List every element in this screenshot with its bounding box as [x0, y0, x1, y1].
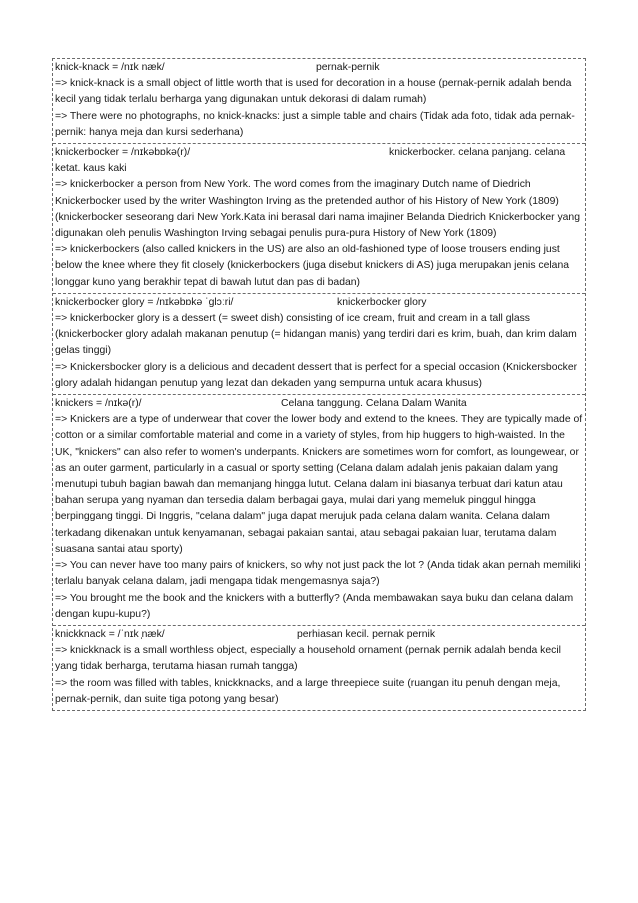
entry-header — [55, 295, 583, 311]
definition-line: => knickerbocker glory is a dessert (= sweet dish) consisting of ice cream, fruit and cream in a tall glass (knickerbocker glory adalah makanan penutup (= hidangan manis) yang terdiri dari es krim, buah, dan krim dalam gelas tinggi) — [55, 313, 577, 357]
dictionary-table — [52, 58, 586, 711]
entry-translation: pernak-pernik — [316, 62, 380, 73]
entry-knickers — [53, 395, 585, 626]
entry-knickknack — [53, 626, 585, 710]
entry-term: knickerbocker glory = /nɪkəbɒkə ˈɡlɔːri/ — [55, 296, 234, 308]
entry-translation-continued: ketat. kaus kaki — [55, 163, 127, 175]
entry-term: knick-knack = /nɪk næk/ — [55, 62, 165, 73]
entry-knickerbocker-glory — [53, 294, 585, 395]
example-line: => You brought me the book and the knickers with a butterfly? (Anda membawakan saya buku dan celana dalam dengan kupu-kupu?) — [55, 592, 574, 620]
example-line: => You can never have too many pairs of knickers, so why not just pack the lot ? (Anda tidak akan pernah memiliki terlalu banyak celana dalam, jadi mengapa tidak mengemasnya saja?) — [55, 560, 581, 588]
entry-term: knickers = /nɪkə(r)/ — [55, 398, 142, 410]
entry-translation: knickerbocker glory — [337, 296, 427, 308]
entry-term: knickknack = /ˈnɪk ̩næk/ — [55, 628, 165, 640]
entry-knick-knack — [53, 59, 585, 144]
entry-translation: knickerbocker. celana panjang. celana — [389, 147, 566, 159]
example-line: => the room was filled with tables, knickknacks, and a large threepiece suite (ruangan itu penuh dengan meja, pernak-pernik, dan suite tiga potong yang besar) — [55, 677, 561, 705]
definition-line: => knickerbockers (also called knickers in the US) are also an old-fashioned type of loose trousers ending just below the knee where they fit closely (knickerbockers (juga disebut knickers di AS) juga merupakan jenis celana longgar kuno yang berakhir tepat di bawah lutut dan pas di badan) — [55, 244, 570, 288]
entry-knickerbocker — [53, 144, 585, 294]
definition-line: => knickerbocker a person from New York. The word comes from the imaginary Dutch name of Diedrich Knickerbocker used by the writer Washington Irving as the pretended author of his History of New York (1809) (knickerbocker seseorang dari New York.Kata ini berasal dari nama imajiner Belanda Diedrich Knickerbocker yang digunakan oleh penulis Washington Irving sebagai penulis pura-pura History of New York (1809) — [55, 179, 580, 240]
definition-line: => knickknack is a small worthless object, especially a household ornament (pernak pernik adalah benda kecil yang tidak berharga, terutama hiasan rumah tangga) — [55, 645, 561, 673]
example-line: => Knickersbocker glory is a delicious and decadent dessert that is perfect for a special occasion (Knickersbocker glory adalah hidangan penutup yang lezat dan dekaden yang sempurna untuk acara khusus) — [55, 361, 578, 389]
entry-translation: Celana tanggung. Celana Dalam Wanita — [281, 398, 467, 410]
entry-header — [55, 60, 583, 76]
example-line: => There were no photographs, no knick-knacks: just a simple table and chairs (Tidak ada foto, tidak ada pernak-pernik: hanya meja dan kursi sederhana) — [55, 110, 575, 138]
entry-translation: perhiasan kecil. pernak pernik — [297, 628, 436, 640]
entry-header — [55, 627, 583, 643]
definition-line: => knick-knack is a small object of little worth that is used for decoration in a house (pernak-pernik adalah benda kecil yang tidak terlalu berharga yang digunakan untuk dekorasi di dalam rumah) — [55, 78, 572, 106]
entry-header — [55, 145, 583, 161]
definition-line: => Knickers are a type of underwear that cover the lower body and extend to the knees. They are typically made of cotton or a similar comfortable material and come in a variety of styles, from hip huggers to high-waisted. In the UK, "knickers" can also refer to women's underpants. Knickers are sometimes worn for comfort, as loungewear, or as an outer garment, particularly in a casual or sporty setting (Celana dalam adalah jenis pakaian dalam yang menutupi tubuh bagian bawah dan memanjang hingga lutut. Celana dalam ini biasanya terbuat dari katun atau bahan serupa yang nyaman dan tersedia dalam berbagai gaya, mulai dari yang memeluk pinggul hingga berpinggang tinggi. Di Inggris, "celana dalam" juga dapat merujuk pada celana dalam wanita. Celana dalam terkadang dikenakan untuk kenyamanan, sebagai pakaian santai, atau sebagai pakaian luar, terutama dalam suasana santai atau sporty) — [55, 414, 583, 555]
entry-header — [55, 396, 583, 412]
entry-term: knickerbocker = /nɪkəbɒkə(r)/ — [55, 147, 191, 159]
